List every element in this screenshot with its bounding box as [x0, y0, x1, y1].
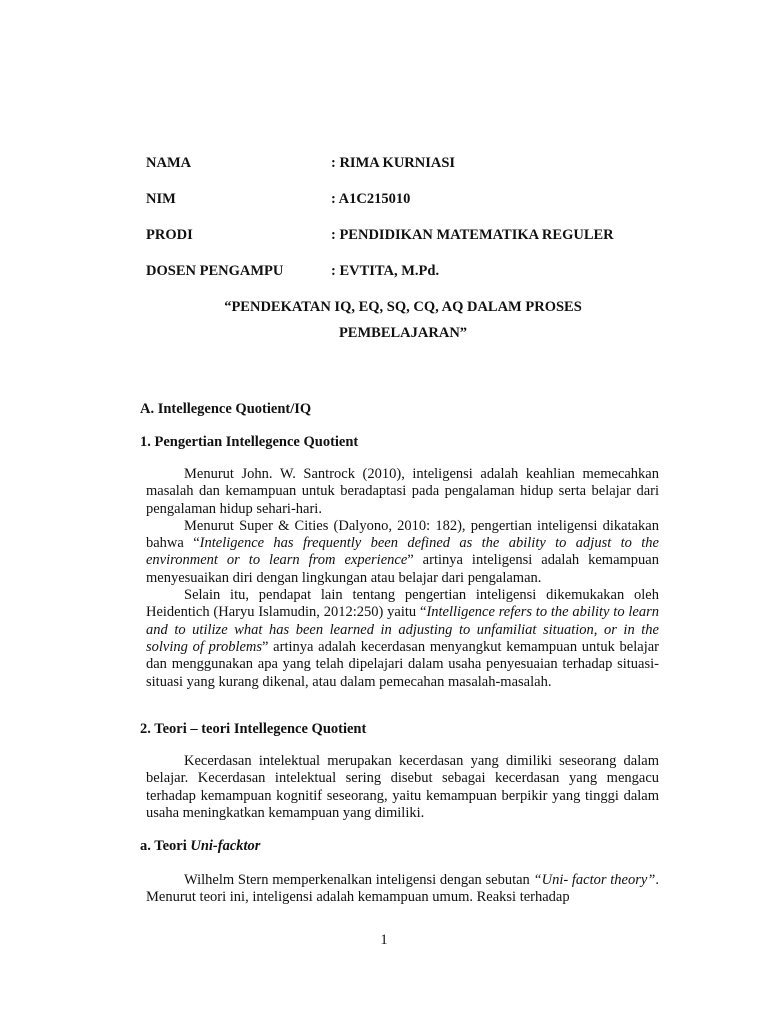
paragraph-santrock: Menurut John. W. Santrock (2010), inteligensi adalah keahlian memecahkan masalah dan kemampuan untuk beradaptasi pada pengalaman hidup serta belajar dari pengalaman hidup sehari-hari. [146, 466, 659, 517]
dosen-value: : EVTITA, M.Pd. [331, 263, 440, 279]
heading-italic: Uni-facktor [190, 838, 261, 854]
paragraph-super-cities [146, 518, 659, 587]
prodi-value: : PENDIDIKAN MATEMATIKA REGULER [331, 227, 614, 243]
quote-text: Inteligence has frequently been defined as the ability to adjust to the environment or to learn from experience [146, 535, 659, 569]
name-value: : RIMA KURNIASI [331, 155, 456, 171]
paragraph-stern [146, 872, 659, 907]
document-title-line2: PEMBELAJARAN” [338, 325, 468, 341]
subsection-2-body [146, 753, 659, 822]
paragraph-text: Menurut Super & Cities (Dalyono, 2010: 182), pengertian inteligensi dikatakan bahwa “ [146, 517, 659, 552]
paragraph-text: Wilhelm Stern memperkenalkan inteligensi dengan sebutan [184, 872, 534, 888]
paragraph-text: ” artinya inteligensi adalah kemampuan menyesuaikan diri dengan lingkungan atau belajar dari pengalaman. [146, 552, 659, 586]
quote-text: Intelligence refers to the ability to learn and to utilize what has been learned in adjusting to unfamiliat situation, or in the solving of problems [146, 604, 660, 655]
dosen-label: DOSEN PENGAMPU [146, 263, 284, 279]
document-title-line1: “PENDEKATAN IQ, EQ, SQ, CQ, AQ DALAM PROSES [224, 299, 582, 315]
prodi-label: PRODI [146, 227, 193, 243]
quote-text: “Uni- factor theory” [533, 872, 656, 888]
paragraph-kecerdasan: Kecerdasan intelektual merupakan kecerdasan yang dimiliki seseorang dalam belajar. Kecerdasan intelektual sering disebut sebagai kecerdasan yang mengacu terhadap kemampuan kognitif seseorang, yaitu kemampuan berpikir yang tinggi dalam usaha meningkatkan kemampuan yang dimiliki. [146, 753, 659, 821]
section-a-heading: A. Intellegence Quotient/IQ [140, 401, 312, 417]
paragraph-text: . Menurut teori ini, inteligensi adalah kemampuan umum. Reaksi terhadap [146, 872, 659, 906]
name-label: NAMA [146, 155, 192, 171]
nim-label: NIM [146, 191, 176, 207]
nim-value: : A1C215010 [331, 191, 411, 207]
subsection-1-body [146, 466, 659, 691]
heading-prefix: a. Teori [140, 838, 191, 854]
paragraph-heidentich [146, 587, 659, 691]
subsection-1-heading: 1. Pengertian Intellegence Quotient [140, 434, 359, 450]
subsection-a-heading [140, 838, 260, 855]
paragraph-text: ” artinya adalah kecerdasan menyangkut kemampuan untuk belajar dan menggunakan apa yang telah dipelajari dalam usaha penyesuaian terhadap situasi-situasi yang kurang dikenal, atau dalam pemecahan masalah-masalah. [146, 638, 659, 690]
subsection-a-body [146, 872, 659, 907]
paragraph-text: Selain itu, pendapat lain tentang pengertian inteligensi dikemukakan oleh Heidentich (Haryu Islamudin, 2012:250) yaitu “ [146, 587, 659, 621]
page-number: 1 [380, 932, 388, 948]
subsection-2-heading: 2. Teori – teori Intellegence Quotient [140, 721, 367, 737]
